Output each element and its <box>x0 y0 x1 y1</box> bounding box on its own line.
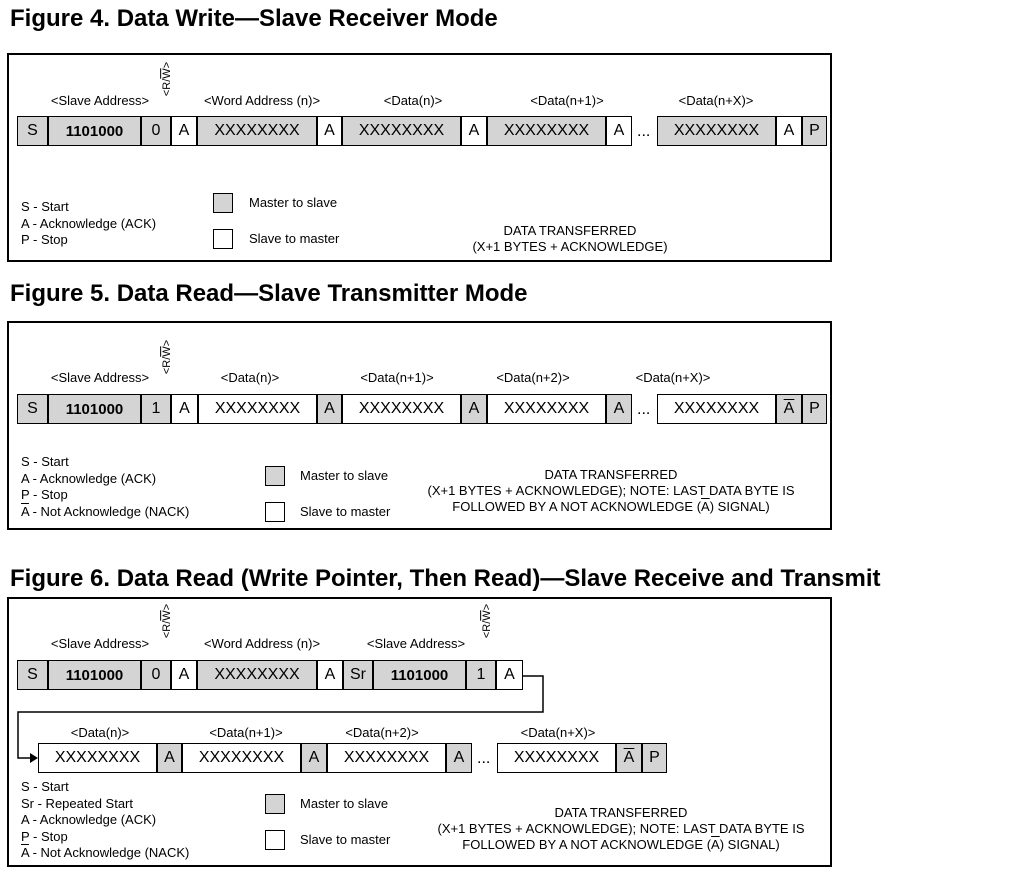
label-data-n: <Data(n)> <box>70 725 130 740</box>
data-cell: XXXXXXXX <box>342 116 461 146</box>
legend-item: S - Start <box>21 199 69 214</box>
data-cell: XXXXXXXX <box>657 116 776 146</box>
note-line: DATA TRANSFERRED <box>544 467 678 482</box>
stop-cell: P <box>802 116 827 146</box>
word-address-cell: XXXXXXXX <box>197 116 317 146</box>
legend-item: A - Acknowledge (ACK) <box>21 470 157 486</box>
label-slave-address: <Slave Address> <box>366 636 466 651</box>
slave-to-master-swatch <box>265 830 285 850</box>
address-cell: 1101000 <box>373 660 466 690</box>
label-data-nx: <Data(n+X)> <box>520 725 596 740</box>
legend-item: $\overline{A}$ - Not Acknowledge (NACK) <box>21 503 190 519</box>
rw-bit-cell: 1 <box>466 660 496 690</box>
legend-item: $\overline{A}$ - Not Acknowledge (NACK) <box>21 845 190 860</box>
ack-cell: A <box>171 116 197 146</box>
rw-label: $<R/\overline{W}>$ <box>161 339 174 375</box>
legend-item: P - Stop <box>21 828 68 844</box>
label-data-n1: <Data(n+1)> <box>209 725 283 740</box>
slave-to-master-label: Slave to master <box>249 231 340 246</box>
note-line: FOLLOWED BY A NOT ACKNOWLEDGE $(\overline{A})$ SIGNAL) <box>462 837 780 852</box>
label-data-n: <Data(n)> <box>220 370 280 385</box>
label-data-nx: <Data(n+X)> <box>635 370 711 385</box>
nack-text: $\overline{A}$ <box>623 749 635 766</box>
label-data-n: <Data(n)> <box>383 93 443 108</box>
note-line: (X+1 BYTES + ACKNOWLEDGE) <box>472 239 668 254</box>
legend-item: S - Start <box>21 454 69 469</box>
data-cell: XXXXXXXX <box>327 743 446 773</box>
rw-bit-cell: 1 <box>141 394 171 424</box>
ack-cell: A <box>606 116 632 146</box>
rw-label: $<R/\overline{W}>$ <box>161 603 174 639</box>
label-data-n2: <Data(n+2)> <box>345 725 419 740</box>
master-to-slave-label: Master to slave <box>249 195 338 210</box>
ack-cell: A <box>301 743 327 773</box>
data-transferred-note <box>438 805 805 853</box>
ack-cell: A <box>496 660 523 690</box>
rw-bit-cell: 0 <box>141 116 171 146</box>
legend-item: P - Stop <box>21 232 68 247</box>
ack-cell: A <box>157 743 182 773</box>
legend <box>21 779 189 862</box>
label-word-address: <Word Address (n)> <box>203 636 321 651</box>
ellipsis: ... <box>637 123 651 140</box>
rw-bit-cell: 0 <box>141 660 171 690</box>
note-line: DATA TRANSFERRED <box>503 223 637 238</box>
label-data-n1: <Data(n+1)> <box>360 370 434 385</box>
rw-label: $<R/\overline{W}>$ <box>161 61 174 97</box>
ack-cell: A <box>317 116 342 146</box>
address-cell: 1101000 <box>48 394 141 424</box>
legend-item: S - Start <box>21 779 69 794</box>
note-line: (X+1 BYTES + ACKNOWLEDGE); NOTE: LAST DATA BYTE IS <box>437 821 805 836</box>
stop-cell: P <box>642 743 667 773</box>
address-cell: 1101000 <box>48 116 141 146</box>
data-cell: XXXXXXXX <box>497 743 616 773</box>
slave-to-master-label: Slave to master <box>300 832 391 847</box>
label-slave-address: <Slave Address> <box>50 636 150 651</box>
start-cell: S <box>17 394 48 424</box>
legend-item: P - Stop <box>21 487 68 502</box>
ack-cell: A <box>606 394 632 424</box>
ack-cell: A <box>776 116 802 146</box>
ack-cell: A <box>317 660 343 690</box>
legend-item: A - Acknowledge (ACK) <box>21 215 157 231</box>
ellipsis: ... <box>637 401 651 418</box>
label-slave-address: <Slave Address> <box>50 93 150 108</box>
ack-cell: A <box>171 660 197 690</box>
ack-cell: A <box>461 394 487 424</box>
ack-cell: A <box>461 116 487 146</box>
figure-4-title: Figure 4. Data Write—Slave Receiver Mode <box>10 5 498 32</box>
data-cell: XXXXXXXX <box>182 743 301 773</box>
figure-6-title: Figure 6. Data Read (Write Pointer, Then Read)—Slave Receive and Transmit <box>10 565 881 592</box>
address-cell: 1101000 <box>48 660 141 690</box>
ack-cell: A <box>171 394 198 424</box>
slave-to-master-label: Slave to master <box>300 504 391 519</box>
data-cell: XXXXXXXX <box>342 394 461 424</box>
data-cell: XXXXXXXX <box>38 743 157 773</box>
rw-label: $<R/\overline{W}>$ <box>481 603 494 639</box>
note-line: DATA TRANSFERRED <box>554 805 688 820</box>
legend-item: A - Acknowledge (ACK) <box>21 812 157 827</box>
label-slave-address: <Slave Address> <box>50 370 150 385</box>
data-cell: XXXXXXXX <box>487 394 606 424</box>
word-address-cell: XXXXXXXX <box>197 660 317 690</box>
data-cell: XXXXXXXX <box>657 394 776 424</box>
start-cell: S <box>17 116 48 146</box>
master-to-slave-label: Master to slave <box>300 468 389 483</box>
nack-text: $\overline{A}$ <box>783 400 795 417</box>
label-data-n1: <Data(n+1)> <box>530 93 604 108</box>
data-cell: XXXXXXXX <box>487 116 606 146</box>
figure-5-title: Figure 5. Data Read—Slave Transmitter Mode <box>10 280 528 307</box>
start-cell: S <box>17 660 48 690</box>
ack-cell: A <box>317 394 342 424</box>
label-data-nx: <Data(n+X)> <box>678 93 754 108</box>
label-word-address: <Word Address (n)> <box>203 93 321 108</box>
stop-cell: P <box>802 394 827 424</box>
master-to-slave-swatch <box>265 794 285 814</box>
note-line: (X+1 BYTES + ACKNOWLEDGE); NOTE: LAST DATA BYTE IS <box>427 483 795 498</box>
ellipsis: ... <box>477 750 491 767</box>
ack-cell: A <box>446 743 472 773</box>
legend-item: Sr - Repeated Start <box>21 795 133 811</box>
repeated-start-cell: Sr <box>343 660 373 690</box>
note-line: FOLLOWED BY A NOT ACKNOWLEDGE $(\overline{A})$ SIGNAL) <box>452 499 770 514</box>
data-cell: XXXXXXXX <box>198 394 317 424</box>
label-data-n2: <Data(n+2)> <box>496 370 570 385</box>
master-to-slave-label: Master to slave <box>300 796 389 811</box>
nack-cell <box>616 743 642 773</box>
